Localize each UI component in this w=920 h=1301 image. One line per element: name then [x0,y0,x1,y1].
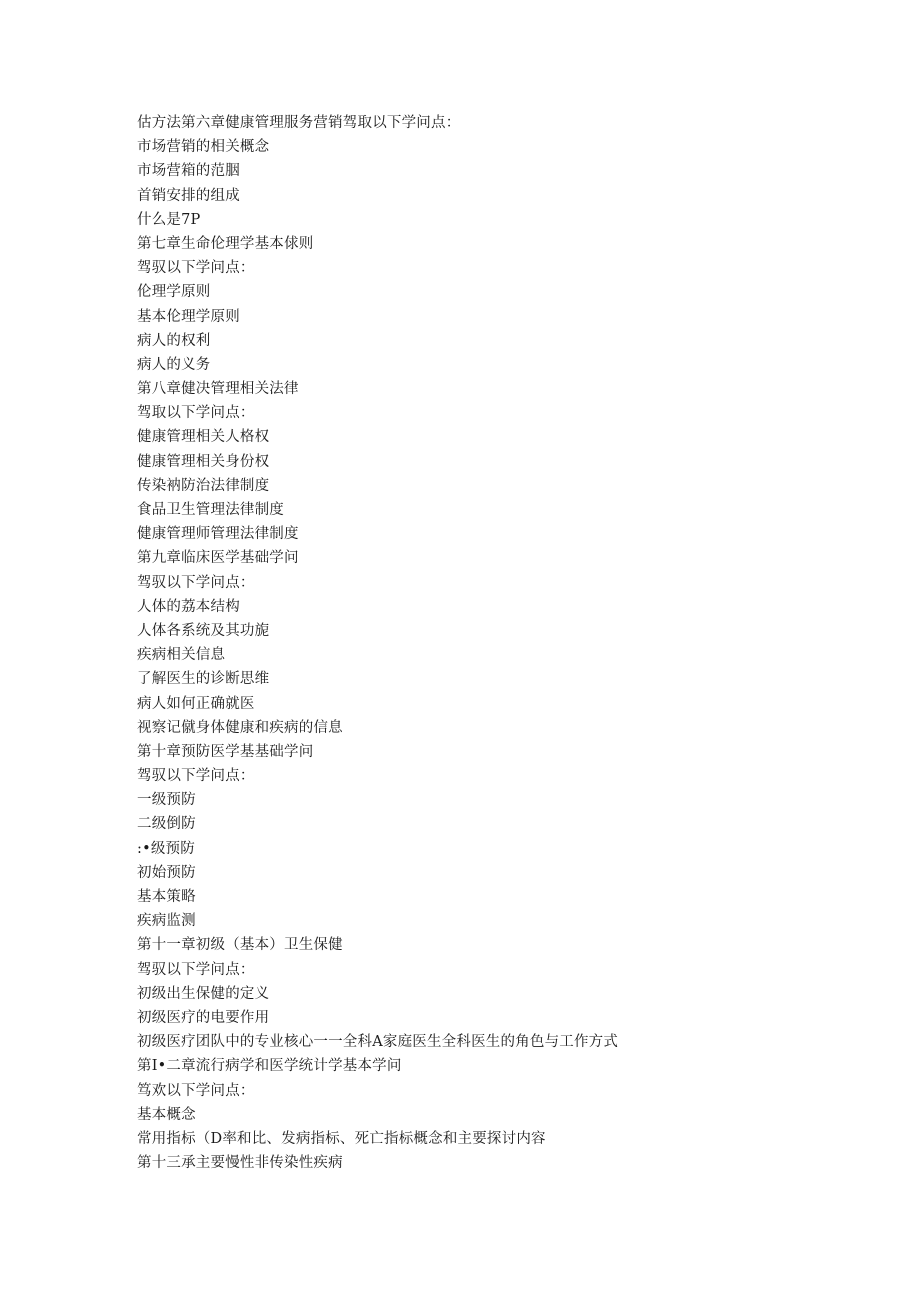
text-line: 人体的荔本结构 [137,598,240,615]
text-line: 疾病监测 [137,913,196,930]
chapter-heading: 第十章预防医学基基础学问 [137,743,314,760]
text-line: 市场营销的相关概念 [137,139,270,156]
text-line: :•级预防 [137,840,195,857]
text-line: 传染衲防治法律制度 [137,477,270,494]
chapter-heading: 第九章临床医学基础学问 [137,550,299,567]
text-line: 健康管理师管理法律制度 [137,526,299,543]
text-line: 食品卫生管理法律制度 [137,502,284,518]
text-line: 病人的权利 [137,332,211,349]
text-line: 视察记僦身体健康和疾病的信息 [137,719,343,736]
text-line: 什么是7P [137,211,201,228]
text-line: 笃欢以下学问点： [137,1082,255,1099]
text-line: 驾驭以下学问点： [137,574,255,591]
text-line: 驾取以下学问点： [137,405,255,422]
text-line: 病人的义务 [137,356,211,373]
text-line: 病人如何正确就医 [137,695,255,712]
chapter-heading: 第七章生命伦理学基本俅则 [137,235,314,252]
text-line: 健康管理相关人格权 [137,429,270,446]
text-line: 初级医疗的电要作用 [137,1009,270,1026]
chapter-heading: 第十三承主要慢性非传染性疾病 [137,1155,343,1172]
text-line: 估方法第六章健康管理服务营销驾取以下学问点： [137,115,461,131]
text-line: 初始预防 [137,864,196,881]
text-line: 首销安排的组成 [137,187,240,204]
text-line: 伦理学原则 [137,284,211,301]
text-line: 驾驭以下学问点： [137,260,255,277]
chapter-heading: 第十一章初级（基本）卫生保健 [137,937,343,954]
text-line: 初级医疗团队中的专业核心一一全科A家庭医生全科医生的角色与工作方式 [137,1034,619,1051]
text-line: 健康管理相关身份权 [137,453,270,470]
text-line: 驾驭以下学问点： [137,961,255,978]
text-line: 驾驭以下学问点： [137,768,255,785]
text-line: 一级预防 [137,792,196,809]
text-line: 基本策略 [137,889,196,905]
document-body [137,111,837,1175]
text-line: 二级倒防 [137,816,196,833]
text-line: 初级出生保健的定义 [137,985,270,1002]
chapter-heading: 第I•二章流行病学和医学统计学基本学问 [137,1058,402,1075]
text-line: 了解医生的诊断思维 [137,671,270,688]
text-line: 基本伦理学原则 [137,308,240,325]
text-line: 常用指标（D率和比、发病指标、死亡指标概念和主要探讨内容 [137,1130,546,1147]
text-line: 基本概念 [137,1106,196,1123]
text-line: 疾病相关信息 [137,647,226,664]
text-line: 人体各系统及其功旎 [137,622,270,639]
text-line: 市场营箱的范胭 [137,163,240,180]
chapter-heading: 第八章健决管理相关法律 [137,381,299,398]
